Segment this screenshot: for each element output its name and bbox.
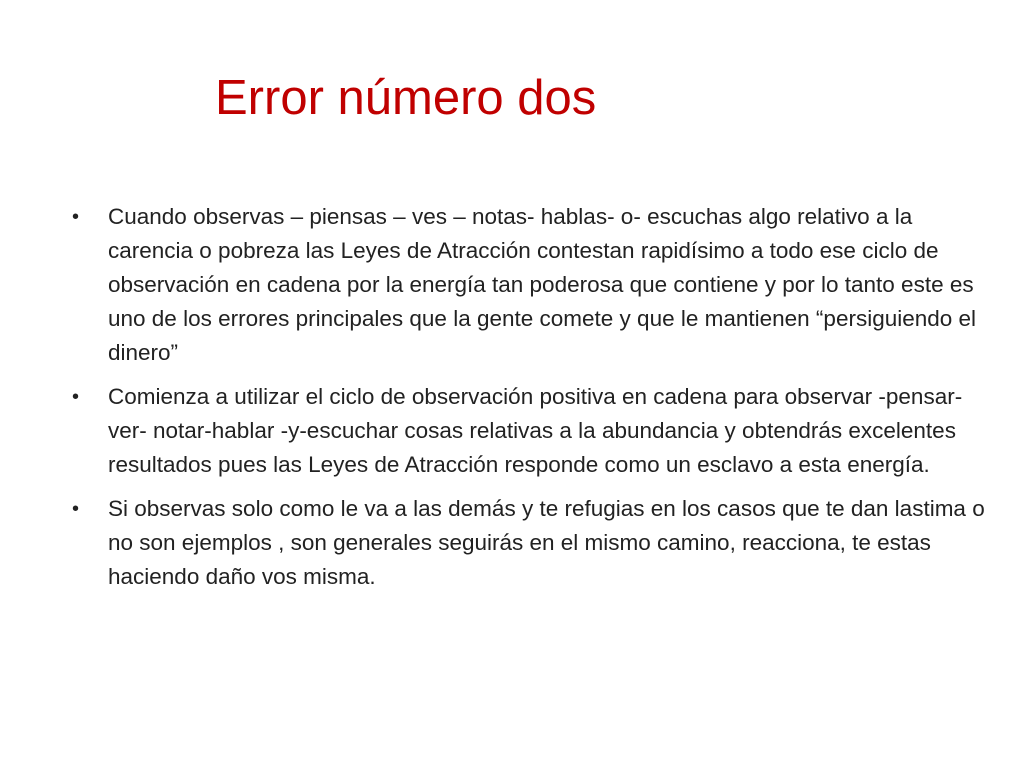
bullet-icon: • [72,386,80,408]
bullet-list [70,200,1000,604]
bullet-item [70,200,1000,370]
bullet-icon: • [72,498,80,520]
bullet-item [70,492,1000,594]
slide-title: Error número dos [215,71,597,125]
bullet-text: Comienza a utilizar el ciclo de observación positiva en cadena para observar -pensar-ver- notar-hablar -y-escuchar cosas relativas a la abundancia y obtendrás excelentes resultados pues las Leyes de Atracción responde como un esclavo a esta energía. [108,384,963,477]
bullet-item [70,380,1000,482]
bullet-text: Si observas solo como le va a las demás y te refugias en los casos que te dan lastima o no son ejemplos , son generales seguirás en el mismo camino, reacciona, te estas haciendo daño vos misma. [108,496,985,589]
bullet-text: Cuando observas – piensas – ves – notas- hablas- o- escuchas algo relativo a la carencia o pobreza las Leyes de Atracción contestan rapidísimo a todo ese ciclo de observación en cadena por la energía tan poderosa que contiene y por lo tanto este es uno de los errores principales que la gente comete y que le mantienen “persiguiendo el dinero” [108,204,977,365]
bullet-icon: • [72,206,80,228]
